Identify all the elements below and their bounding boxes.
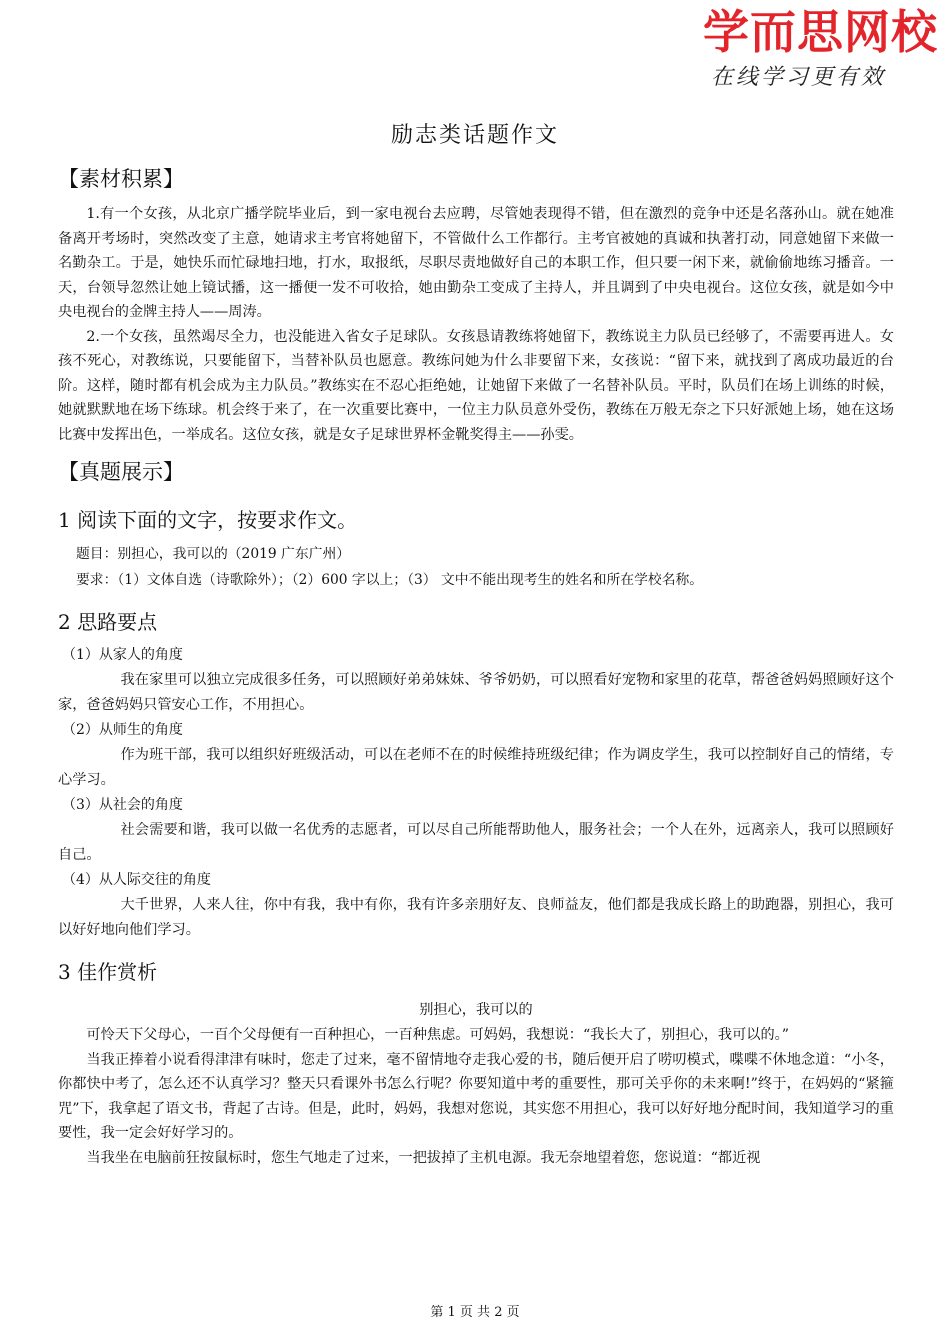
point-label: （1）从家人的角度 <box>62 647 183 663</box>
topic-line: 题目：别担心，我可以的（2019 广东广州） <box>76 546 351 562</box>
essay-title: 别担心，我可以的 <box>419 1002 533 1018</box>
point-item <box>58 868 894 943</box>
part1-title: 1 阅读下面的文字，按要求作文。 <box>58 508 358 532</box>
logo-tagline: 在线学习更有效 <box>710 65 886 90</box>
point-text: 我在家里可以独立完成很多任务，可以照顾好弟弟妹妹、爷爷奶奶，可以照看好宠物和家里的花草，帮爸爸妈妈照顾好这个家，爸爸妈妈只管安心工作，不用担心。 <box>58 672 894 713</box>
essay-paragraph: 当我坐在电脑前狂按鼠标时，您生气地走了过来，一把拔掉了主机电源。我无奈地望着您，您说道：“都近视 <box>86 1149 761 1166</box>
material-paragraph: 1.有一个女孩，从北京广播学院毕业后，到一家电视台去应聘，尽管她表现得不错，但在激烈的竞争中还是名落孙山。就在她准备离开考场时，突然改变了主意，她请求主考官将她留下，不管做什么工作都行。主考官被她的真诚和执著打动，同意她留下来做一名勤杂工。于是，她快乐而忙碌地扫地，打水，取报纸，尽职尽责地做好自己的本职工作，但只要一闲下来，就偷偷地练习播音。一天，台领导忽然让她上镜试播，这一播便一发不可收拾，她由勤杂工变成了主持人，并且调到了中央电视台。这位女孩，就是如今中央电视台的金牌主持人——周涛。 <box>58 206 894 320</box>
point-label: （3）从社会的角度 <box>62 797 183 813</box>
point-text: 作为班干部，我可以组织好班级活动，可以在老师不在的时候维持班级纪律；作为调皮学生，我可以控制好自己的情绪，专心学习。 <box>58 747 894 788</box>
document-title: 励志类话题作文 <box>390 123 559 148</box>
page-footer: 第 1 页 共 2 页 <box>430 1305 520 1320</box>
point-item <box>58 793 894 868</box>
requirement-line: 要求：（1）文体自选（诗歌除外）；（2）600 字以上；（3） 文中不能出现考生的姓名和所在学校名称。 <box>76 572 704 588</box>
part3-title: 3 佳作赏析 <box>58 960 158 984</box>
logo-text: 学而思网校 <box>703 5 938 59</box>
point-text: 社会需要和谐，我可以做一名优秀的志愿者，可以尽自己所能帮助他人，服务社会；一个人在外，远离亲人，我可以照顾好自己。 <box>58 822 894 863</box>
point-text: 大千世界，人来人往，你中有我，我中有你，我有许多亲朋好友、良师益友，他们都是我成长路上的助跑器，别担心，我可以好好地向他们学习。 <box>58 897 894 938</box>
point-label: （4）从人际交往的角度 <box>62 872 211 888</box>
point-item <box>58 718 894 793</box>
point-label: （2）从师生的角度 <box>62 722 183 738</box>
part2-title: 2 思路要点 <box>58 610 158 634</box>
section-heading-exam: 【真题展示】 <box>58 460 184 484</box>
document-body <box>58 160 894 1170</box>
point-item <box>58 643 894 718</box>
section-heading-material: 【素材积累】 <box>58 167 184 191</box>
essay-paragraph: 可怜天下父母心，一百个父母便有一百种担心，一百种焦虑。可妈妈，我想说：“我长大了，别担心，我可以的。” <box>86 1027 789 1043</box>
essay-paragraph: 当我正捧着小说看得津津有味时，您走了过来，毫不留情地夺走我心爱的书，随后便开启了唠叨模式，喋喋不休地念道：“小冬，你都快中考了，怎么还不认真学习？整天只看课外书怎么行呢？你要知道中考的重要性，那可关乎你的未来啊!”终于，在妈妈的“紧箍咒”下，我拿起了语文书，背起了古诗。但是，此时，妈妈，我想对您说，其实您不用担心，我可以好好地分配时间，我知道学习的重要性，我一定会好好学习的。 <box>58 1051 894 1141</box>
brand-logo <box>703 6 938 91</box>
material-paragraph: 2.一个女孩，虽然竭尽全力，也没能进入省女子足球队。女孩恳请教练将她留下，教练说主力队员已经够了，不需要再进人。女孩不死心，对教练说，只要能留下，当替补队员也愿意。教练问她为什么非要留下来，女孩说：“留下来，就找到了离成功最近的台阶。这样，随时都有机会成为主力队员。”教练实在不忍心拒绝她，让她留下来做了一名替补队员。平时，队员们在场上训练的时候，她就默默地在场下练球。机会终于来了，在一次重要比赛中，一位主力队员意外受伤，教练在万般无奈之下只好派她上场，她在这场比赛中发挥出色，一举成名。这位女孩，就是女子足球世界杯金靴奖得主——孙雯。 <box>58 328 894 443</box>
